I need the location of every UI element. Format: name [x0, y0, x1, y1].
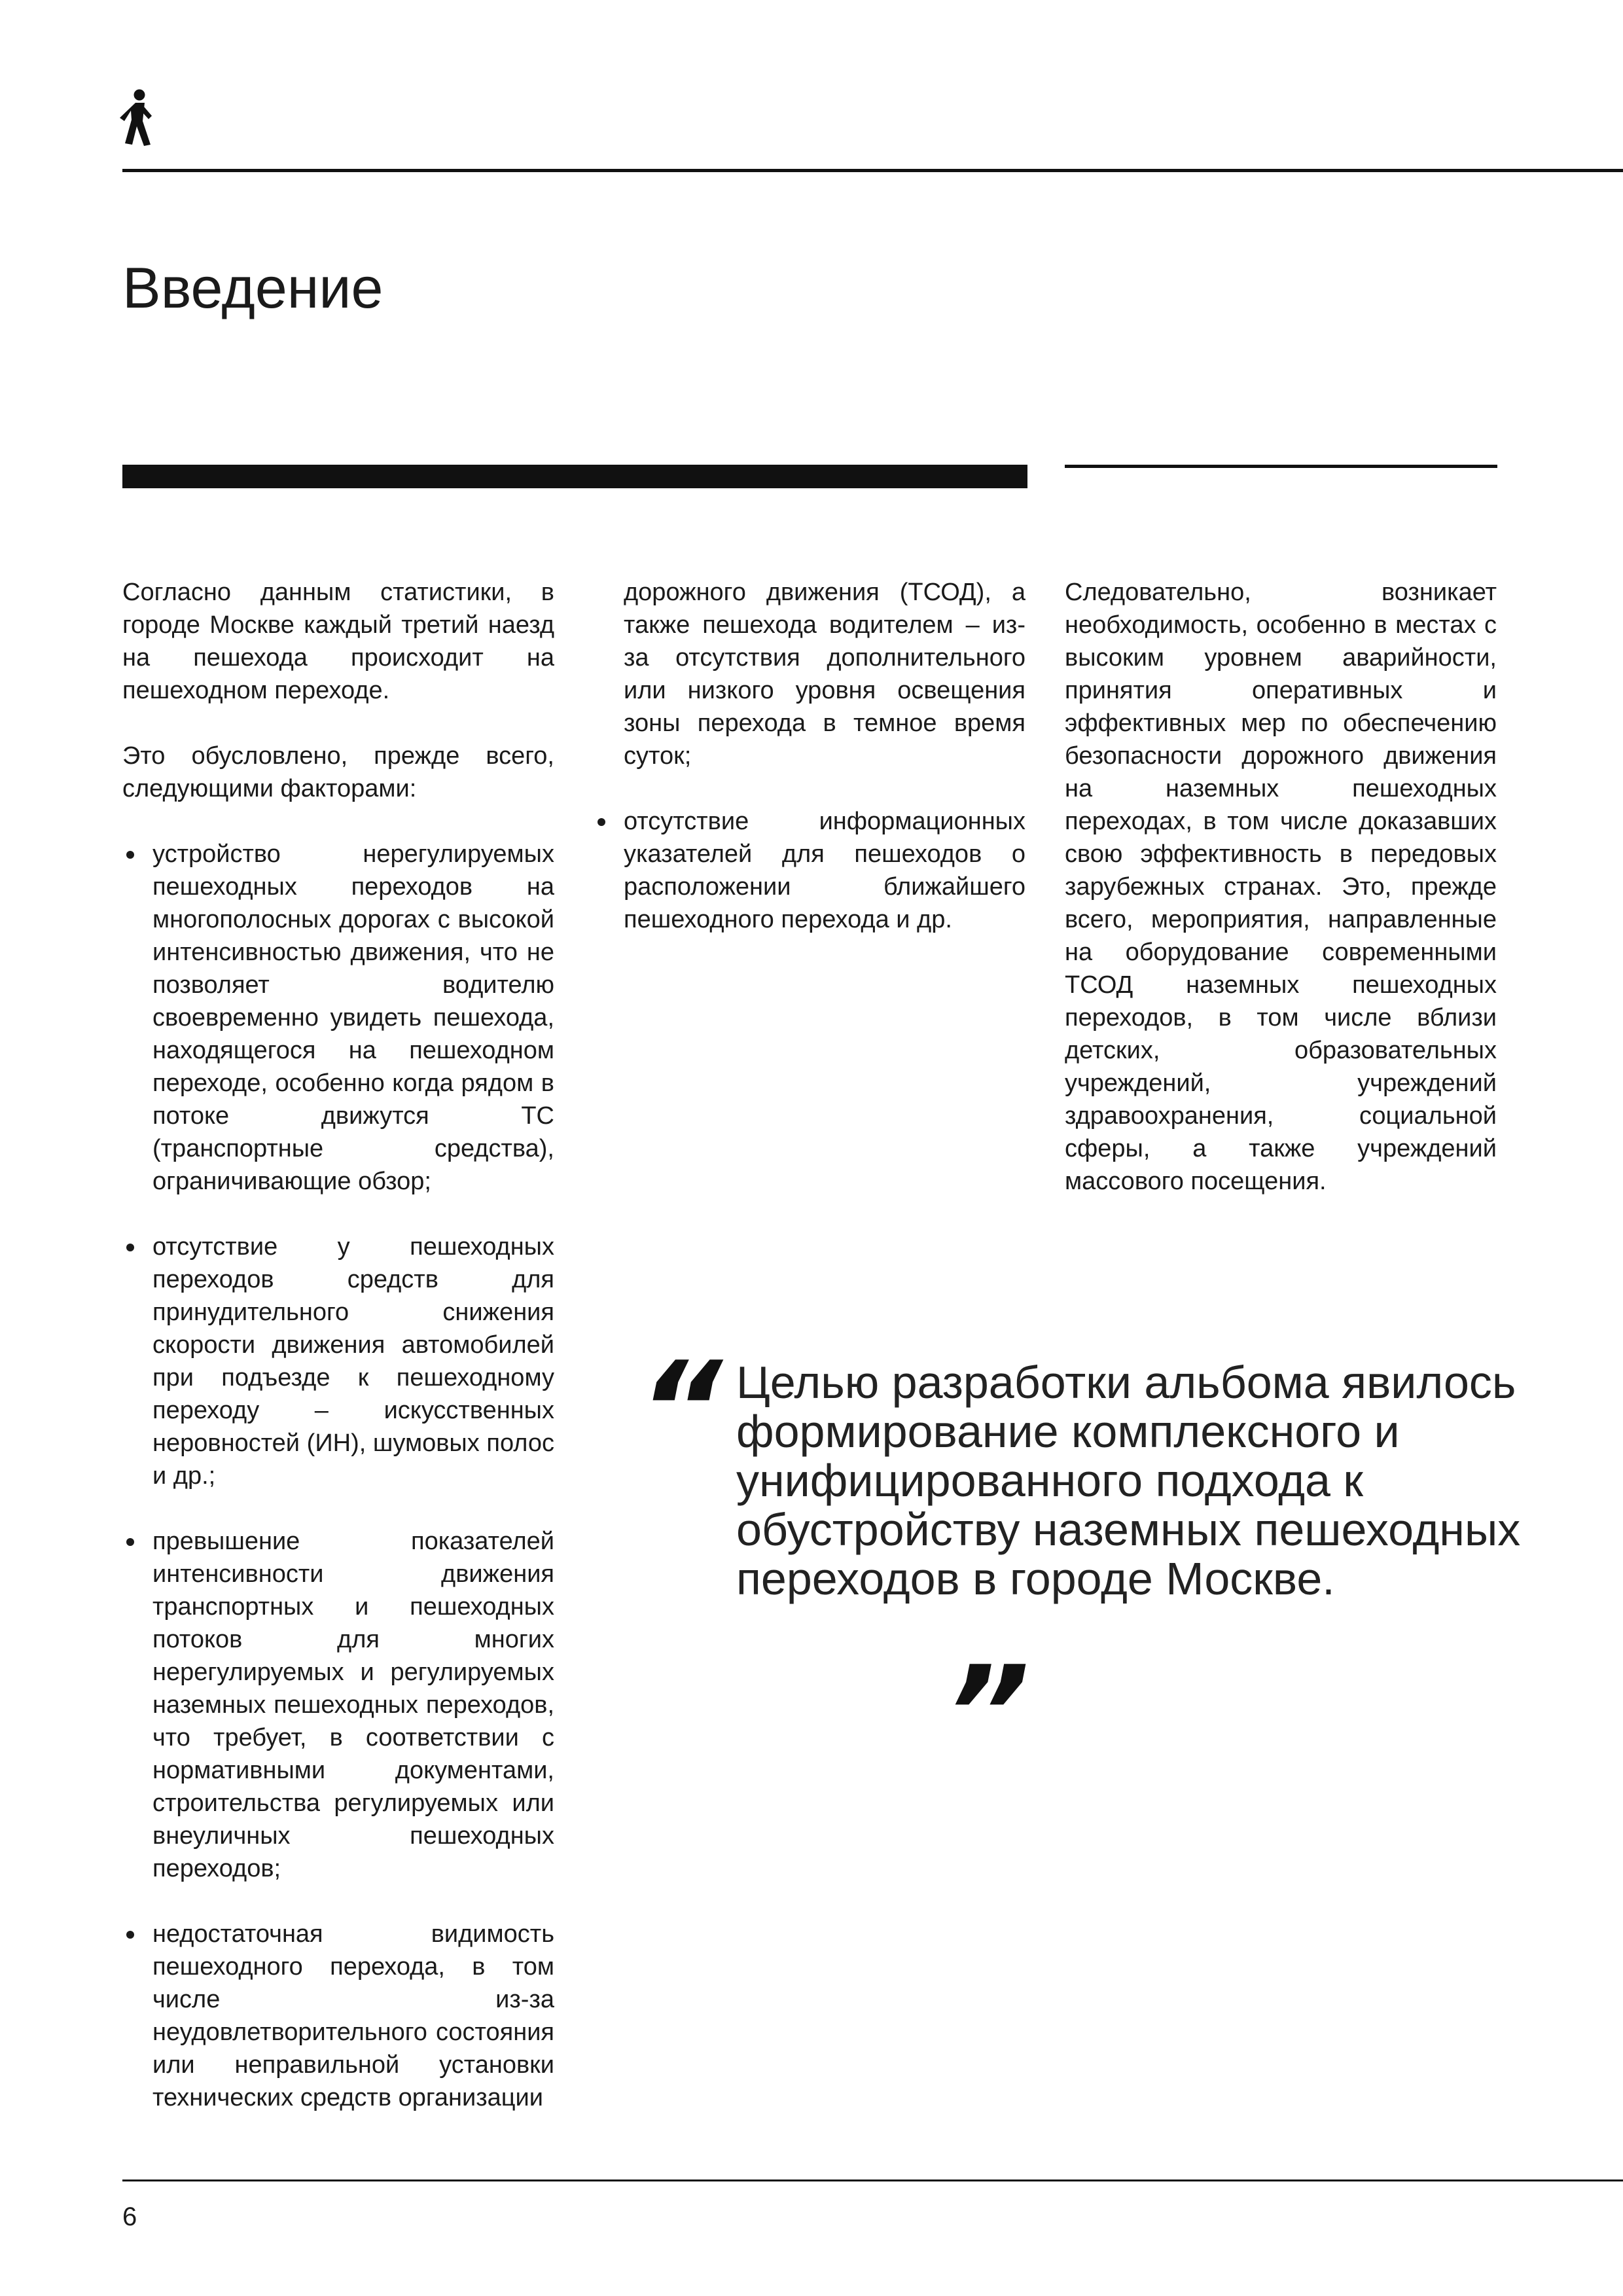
page-title: Введение [122, 255, 383, 320]
column-2 [594, 576, 1026, 969]
open-quote-icon: “ [638, 1334, 722, 1486]
list-item: превышение показателей интенсивности движения транспортных и пешеходных потоков для многих нерегулируемых и регулируемых наземных пешеходных переходов, что требует, в соответствии с нормативными документами, строительства регулируемых или внеуличных пешеходных переходов; [122, 1525, 554, 1885]
factors-list-cont [594, 805, 1026, 936]
list-item: отсутствие информационных указателей для пешеходов о расположении ближайшего пешеходного перехода и др. [594, 805, 1026, 936]
list-item: отсутствие у пешеходных переходов средств для принудительного снижения скорости движения автомобилей при подъезде к пешеходному переходу – искусственных неровностей (ИН), шумовых полос и др.; [122, 1230, 554, 1492]
factors-list [122, 838, 554, 2114]
list-item: устройство нерегулируемых пешеходных переходов на многополосных дорогах с высокой интенсивностью движения, что не позволяет водителю своевременно увидеть пешехода, находящегося на пешеходном переходе, особенно когда рядом в потоке движутся ТС (транспортные средства), ограничивающие обзор; [122, 838, 554, 1198]
title-bar-thin [1065, 465, 1497, 468]
pull-quote: Целью разработки альбома явилось формирование комплексного и унифицированного подхода к обустройству наземных пешеходных переходов в городе Москве. [736, 1357, 1521, 1604]
column-3 [1065, 576, 1497, 1230]
factors-intro: Это обусловлено, прежде всего, следующими факторами: [122, 742, 554, 802]
header-rule [122, 169, 1623, 172]
intro-paragraph: Согласно данным статистики, в городе Москве каждый третий наезд на пешехода происходит на пешеходном переходе. [122, 579, 554, 704]
page-number: 6 [122, 2202, 137, 2231]
close-quote-icon: ” [946, 1638, 1030, 1791]
title-bar-thick [122, 465, 1027, 488]
pedestrian-icon [118, 88, 157, 147]
list-item: недостаточная видимость пешеходного перехода, в том числе из-за неудовлетворительного состояния или неправильной установки технических средств организации [122, 1918, 554, 2114]
continuation-paragraph: дорожного движения (ТСОД), а также пешехода водителем – из-за отсутствия дополнительного или низкого уровня освещения зоны перехода в темное время суток; [624, 579, 1026, 770]
column-1 [122, 576, 554, 2147]
conclusion-paragraph: Следовательно, возникает необходимость, особенно в местах с высоким уровнем аварийности, принятия оперативных и эффективных мер по обеспечению безопасности дорожного движения на наземных пешеходных переходах, в том числе доказавших свою эффективность в передовых зарубежных странах. Это, прежде всего, мероприятия, направленные на оборудование современными ТСОД наземных пешеходных переходов, в том числе вблизи детских, образовательных учреждений, учреждений здравоохранения, социальной сферы, а также учреждений массового посещения. [1065, 579, 1497, 1195]
footer-rule [122, 2179, 1623, 2181]
